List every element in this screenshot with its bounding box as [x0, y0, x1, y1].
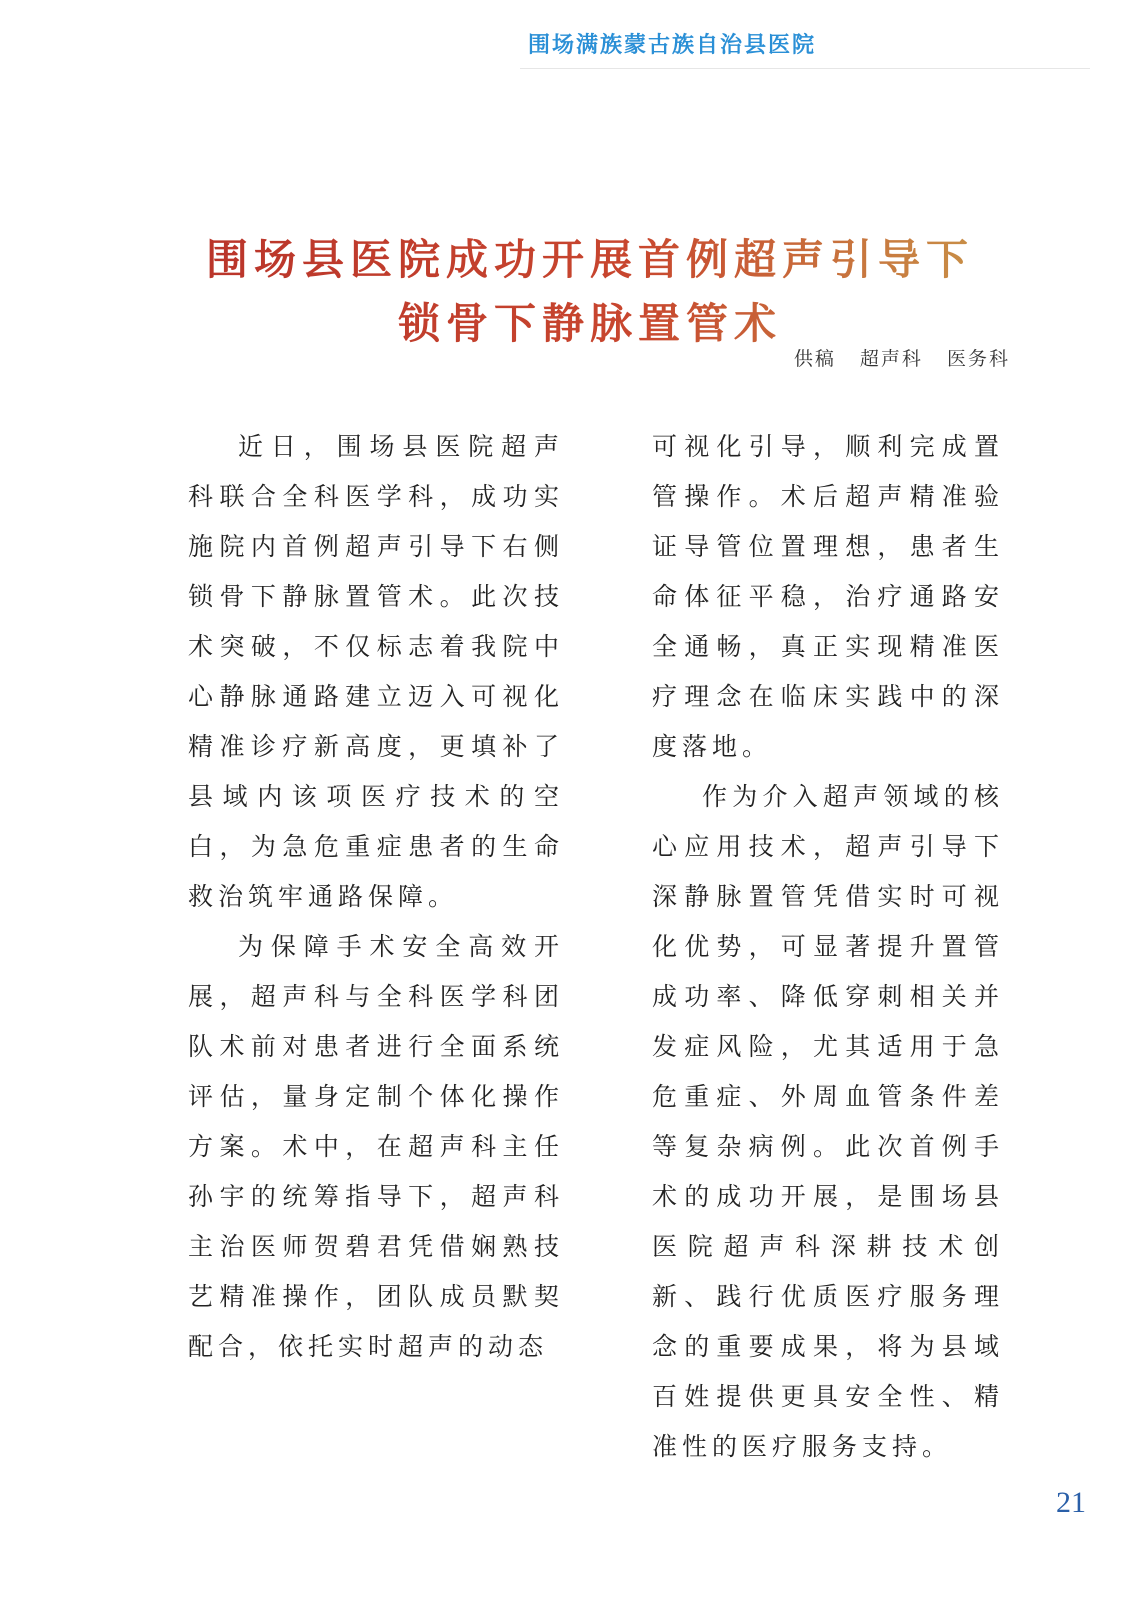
article-column-left — [188, 422, 564, 1372]
byline-label: 供稿 — [793, 348, 836, 370]
article-column-right — [652, 422, 1004, 1472]
byline-dept-ultrasound: 超声科 — [859, 348, 923, 370]
article-title-line-2: 锁骨下静脉置管术 — [150, 292, 1030, 356]
byline-dept-medical-affairs: 医务科 — [946, 348, 1010, 370]
paragraph: 作为介入超声领域的核心应用技术，超声引导下深静脉置管凭借实时可视化优势，可显著提升置管成功率、降低穿刺相关并发症风险，尤其适用于急危重症、外周血管条件差等复杂病例。此次首例手术的成功开展，是围场县医院超声科深耕技术创新、践行优质医疗服务理念的重要成果，将为县域百姓提供更具安全性、精准性的医疗服务支持。 — [652, 782, 1004, 1461]
header-hospital-name: 围场满族蒙古族自治县医院 — [528, 33, 817, 58]
byline — [794, 344, 1010, 371]
article-title — [150, 228, 1030, 356]
paragraph: 近日，围场县医院超声科联合全科医学科，成功实施院内首例超声引导下右侧锁骨下静脉置管术。此次技术突破，不仅标志着我院中心静脉通路建立迈入可视化精准诊疗新高度，更填补了县域内该项医疗技术的空白，为急危重症患者的生命救治筑牢通路保障。 — [188, 432, 564, 911]
page-number: 21 — [1056, 1486, 1086, 1519]
paragraph-continued: 可视化引导，顺利完成置管操作。术后超声精准验证导管位置理想，患者生命体征平稳，治疗通路安全通畅，真正实现精准医疗理念在临床实践中的深度落地。 — [652, 432, 1004, 761]
page-header — [520, 28, 1090, 69]
article-title-line-1: 围场县医院成功开展首例超声引导下 — [150, 228, 1030, 292]
paragraph: 为保障手术安全高效开展，超声科与全科医学科团队术前对患者进行全面系统评估，量身定制个体化操作方案。术中，在超声科主任孙宇的统筹指导下，超声科主治医师贺碧君凭借娴熟技艺精准操作，团队成员默契配合，依托实时超声的动态 — [188, 932, 564, 1361]
